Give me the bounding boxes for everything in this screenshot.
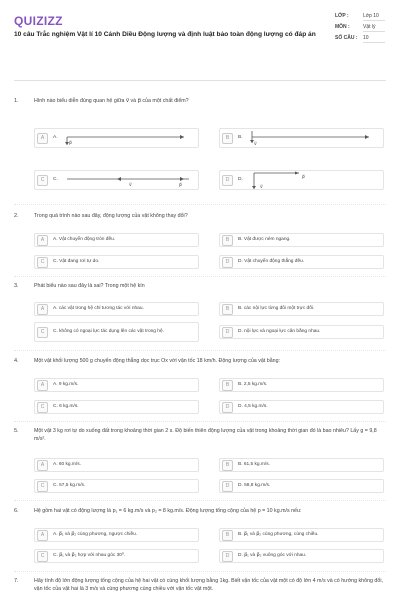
option-letter: C bbox=[37, 327, 48, 338]
question-count-label: SỐ CÂU : bbox=[335, 35, 358, 41]
option-label: B. p⃗₁ và p⃗₂ cùng phương, cùng chiều. bbox=[238, 531, 319, 537]
option-label: D. p⃗₁ và p⃗₂ vuông góc với nhau. bbox=[238, 552, 307, 558]
option-letter: B bbox=[222, 530, 233, 541]
option-letter: C bbox=[37, 551, 48, 562]
option-label: A. bbox=[53, 134, 58, 140]
question-6 bbox=[14, 508, 386, 568]
subject-label: MÔN : bbox=[335, 24, 350, 30]
question-text: Hãy tính độ lớn động lượng tổng cộng của hệ hai vật có cùng khối lượng bằng 1kg. Biết vận tốc của vật một có độ lớn 4 m/s và có hướng không đổi, vận tốc của vật hai là 3 m/s và cùng phương cùng chiều với vận tốc vật một. bbox=[34, 578, 383, 592]
vector-label-v: v⃗ bbox=[260, 184, 263, 189]
option-d[interactable] bbox=[219, 325, 384, 339]
option-letter: B bbox=[222, 304, 233, 315]
option-label: C. 57,5 kg.m/s. bbox=[53, 482, 86, 488]
vector-label-p: p⃗ bbox=[302, 174, 305, 179]
option-label: C. Vật đang rơi tự do. bbox=[53, 258, 100, 264]
question-2 bbox=[14, 213, 386, 273]
option-b[interactable] bbox=[219, 528, 384, 542]
question-number: 2. bbox=[14, 213, 19, 219]
question-divider bbox=[14, 350, 386, 351]
option-label: A. 60 kg.m/s. bbox=[53, 461, 81, 467]
option-b[interactable] bbox=[219, 233, 384, 247]
question-text: Hệ gồm hai vật có động lượng là p₁ = 6 kg.m/s và p₂ = 8 kg.m/s. Động lượng tổng cộng của hệ p = 10 kg.m/s nếu: bbox=[34, 508, 302, 514]
option-label: D. 4,5 kg.m/s. bbox=[238, 403, 268, 409]
question-4 bbox=[14, 358, 386, 418]
option-label: A. p⃗₁ và p⃗₂ cùng phương, ngược chiều. bbox=[53, 531, 138, 537]
option-label: D. nội lực và ngoại lực cân bằng nhau. bbox=[238, 328, 321, 334]
option-letter: D bbox=[222, 551, 233, 562]
question-text: Hình nào biểu diễn đúng quan hệ giữa v⃗ và p⃗ của một chất điểm? bbox=[34, 98, 189, 104]
question-number: 7. bbox=[14, 578, 19, 584]
option-letter: D bbox=[222, 402, 233, 413]
question-divider bbox=[14, 500, 386, 501]
question-text: Trong quá trình nào sau đây, động lượng của vật không thay đổi? bbox=[34, 213, 188, 219]
option-d[interactable] bbox=[219, 549, 384, 563]
option-c[interactable] bbox=[34, 479, 199, 493]
option-label: B. 61,5 kg.m/s. bbox=[238, 461, 270, 467]
option-letter: B bbox=[222, 133, 233, 144]
question-5 bbox=[14, 428, 386, 500]
option-label: A. 9 kg.m/s. bbox=[53, 381, 79, 387]
option-d[interactable] bbox=[219, 400, 384, 414]
grade-value: Lớp 10 bbox=[363, 13, 385, 21]
option-label: C. 6 kg.m/s. bbox=[53, 403, 79, 409]
question-number: 6. bbox=[14, 508, 19, 514]
option-b[interactable] bbox=[219, 378, 384, 392]
option-letter: D bbox=[222, 327, 233, 338]
option-a[interactable] bbox=[34, 128, 199, 148]
option-label: A. các vật trong hệ chỉ tương tác với nhau. bbox=[53, 305, 144, 311]
option-letter: B bbox=[222, 235, 233, 246]
option-label: D. 58,8 kg.m/s. bbox=[238, 482, 271, 488]
option-b[interactable] bbox=[219, 458, 384, 472]
worksheet-title: 10 câu Trắc nghiệm Vật lí 10 Cánh Diều Động lượng và định luật bảo toàn động lượng có đáp án bbox=[14, 31, 316, 38]
option-letter: A bbox=[37, 133, 48, 144]
option-d[interactable] bbox=[219, 479, 384, 493]
option-letter: C bbox=[37, 175, 48, 186]
vector-diagram-b bbox=[244, 129, 382, 149]
option-letter: A bbox=[37, 235, 48, 246]
option-letter: C bbox=[37, 402, 48, 413]
option-letter: B bbox=[222, 380, 233, 391]
option-c[interactable] bbox=[34, 255, 199, 269]
option-b[interactable] bbox=[219, 128, 384, 148]
option-letter: A bbox=[37, 460, 48, 471]
vector-label-p: p⃗ bbox=[69, 140, 72, 145]
question-count-value: 10 bbox=[363, 35, 385, 43]
question-divider bbox=[14, 276, 386, 277]
question-1 bbox=[14, 98, 386, 198]
option-c[interactable] bbox=[34, 322, 199, 342]
option-a[interactable] bbox=[34, 302, 199, 316]
question-divider bbox=[14, 421, 386, 422]
option-d[interactable] bbox=[219, 170, 384, 190]
grade-label: LỚP : bbox=[335, 13, 349, 19]
option-c[interactable] bbox=[34, 400, 199, 414]
worksheet-meta bbox=[335, 13, 387, 46]
option-letter: A bbox=[37, 304, 48, 315]
option-label: C. không có ngoại lực tác dụng lên các vật trong hệ. bbox=[53, 328, 164, 334]
header-divider bbox=[14, 80, 386, 81]
option-label: C. bbox=[53, 176, 58, 182]
option-letter: C bbox=[37, 257, 48, 268]
option-a[interactable] bbox=[34, 378, 199, 392]
option-label: B. các nội lực từng đôi một trực đối. bbox=[238, 305, 315, 311]
vector-label-v: v⃗ bbox=[254, 141, 257, 146]
option-letter: B bbox=[222, 460, 233, 471]
option-letter: A bbox=[37, 380, 48, 391]
question-3 bbox=[14, 283, 386, 349]
option-d[interactable] bbox=[219, 255, 384, 269]
option-letter: C bbox=[37, 481, 48, 492]
question-text: Phát biểu nào sau đây là sai? Trong một hệ kín bbox=[34, 283, 145, 289]
option-label: B. 2,5 kg.m/s. bbox=[238, 381, 268, 387]
vector-diagram-c bbox=[59, 171, 197, 191]
option-label: B. bbox=[238, 134, 243, 140]
subject-value: Vật lý bbox=[363, 24, 385, 32]
option-label: B. Vật được ném ngang. bbox=[238, 236, 291, 242]
option-b[interactable] bbox=[219, 302, 384, 316]
question-number: 3. bbox=[14, 283, 19, 289]
option-letter: D bbox=[222, 175, 233, 186]
question-text: Một vật khối lượng 500 g chuyển động thẳng dọc trục Ox với vận tốc 18 km/h. Động lượng của vật bằng: bbox=[34, 358, 281, 364]
option-label: C. p⃗₁ và p⃗₂ hợp với nhau góc 30⁰. bbox=[53, 552, 126, 558]
question-divider bbox=[14, 204, 386, 205]
question-7 bbox=[14, 578, 386, 600]
quizizz-logo: QUIZIZZ bbox=[14, 14, 63, 28]
option-c[interactable] bbox=[34, 549, 199, 563]
option-c[interactable] bbox=[34, 170, 199, 190]
vector-label-p: p⃗ bbox=[179, 182, 182, 187]
option-letter: A bbox=[37, 530, 48, 541]
question-divider bbox=[14, 571, 386, 572]
vector-diagram-a bbox=[59, 129, 197, 149]
option-letter: D bbox=[222, 257, 233, 268]
vector-label-v: v⃗ bbox=[129, 182, 132, 187]
question-text: Một vật 3 kg rơi tự do xuống đất trong khoảng thời gian 2 s. Độ biến thiên động lượng của vật trong khoảng thời gian đó là bao nhiêu? Lấy g = 9,8 m/s². bbox=[34, 428, 377, 442]
option-a[interactable] bbox=[34, 528, 199, 542]
question-number: 5. bbox=[14, 428, 19, 434]
question-number: 1. bbox=[14, 98, 19, 104]
question-number: 4. bbox=[14, 358, 19, 364]
option-a[interactable] bbox=[34, 233, 199, 247]
option-a[interactable] bbox=[34, 458, 199, 472]
option-letter: D bbox=[222, 481, 233, 492]
option-label: A. Vật chuyển động tròn đều. bbox=[53, 236, 116, 242]
option-label: D. Vật chuyển động thẳng đều. bbox=[238, 258, 305, 264]
vector-diagram-d bbox=[244, 171, 382, 191]
option-label: D. bbox=[238, 176, 243, 182]
